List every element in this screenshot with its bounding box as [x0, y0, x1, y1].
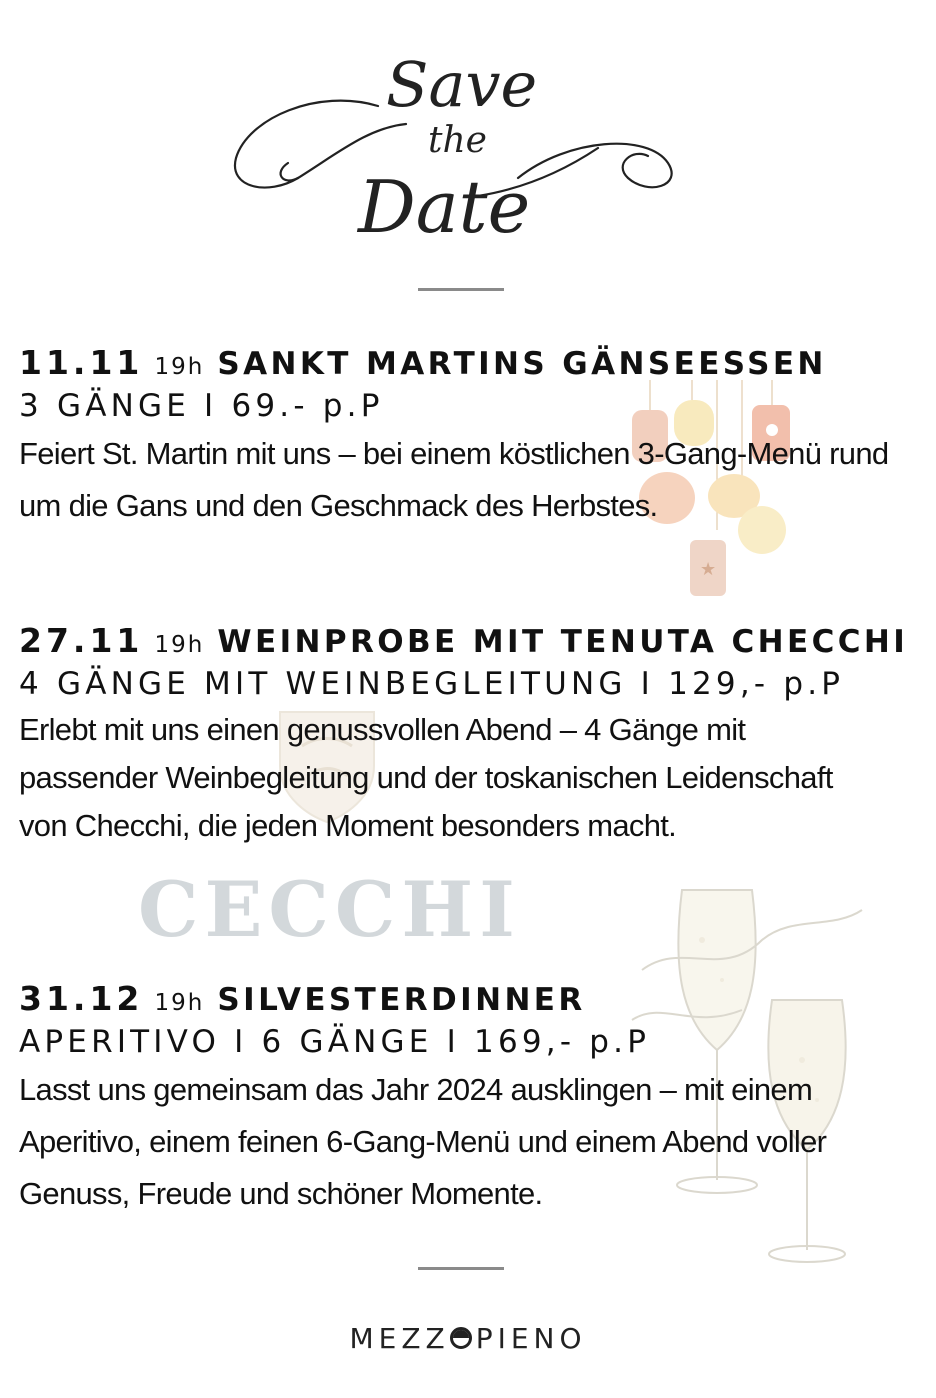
brand-text-left: MEZZ: [349, 1322, 450, 1355]
event-title: SANKT MARTINS GÄNSEESSEN: [217, 346, 827, 382]
logo-word-save: Save: [386, 48, 538, 121]
event-heading: [19, 342, 919, 384]
logo-word-the: the: [428, 120, 487, 161]
event-weinprobe: [19, 620, 919, 850]
cecchi-watermark: CECCHI: [138, 865, 521, 954]
half-filled-circle-icon: [450, 1327, 472, 1349]
top-divider: [418, 288, 504, 291]
mezzopieno-brand-logo: [0, 1322, 936, 1355]
event-silvester: [19, 978, 919, 1220]
event-sankt-martin: [19, 342, 919, 532]
event-price-line: APERITIVO I 6 GÄNGE I 169,- p.P: [19, 1024, 651, 1060]
bottom-divider: [418, 1267, 504, 1270]
event-time: 19h: [154, 990, 205, 1016]
save-the-date-logo: [228, 28, 678, 258]
event-time: 19h: [154, 632, 205, 658]
event-title: SILVESTERDINNER: [217, 982, 586, 1018]
event-heading: [19, 978, 919, 1020]
event-date: 11.11: [19, 343, 144, 382]
event-price-line: 4 GÄNGE MIT WEINBEGLEITUNG I 129,- p.P: [19, 666, 845, 702]
event-description: Feiert St. Martin mit uns – bei einem köstlichen 3-Gang-Menü rund um die Gans und den Geschmack des Herbstes.: [19, 436, 889, 523]
brand-text-right: PIENO: [475, 1322, 587, 1355]
event-date: 27.11: [19, 621, 144, 660]
event-date: 31.12: [19, 979, 144, 1018]
event-price-line: 3 GÄNGE I 69.- p.P: [19, 388, 384, 424]
event-heading: [19, 620, 919, 662]
logo-word-date: Date: [358, 165, 531, 249]
event-description: Erlebt mit uns einen genussvollen Abend – 4 Gänge mit passender Weinbegleitung und der toskanischen Leidenschaft von Checchi, die jeden Moment besonders macht.: [19, 712, 833, 843]
event-time: 19h: [154, 354, 205, 380]
event-description: Lasst uns gemeinsam das Jahr 2024 ausklingen – mit einem Aperitivo, einem feinen 6-Gang-Menü und einem Abend voller Genuss, Freude und schöner Momente.: [19, 1072, 827, 1211]
event-title: WEINPROBE MIT TENUTA CHECCHI: [217, 624, 909, 660]
svg-text:★: ★: [700, 559, 717, 580]
